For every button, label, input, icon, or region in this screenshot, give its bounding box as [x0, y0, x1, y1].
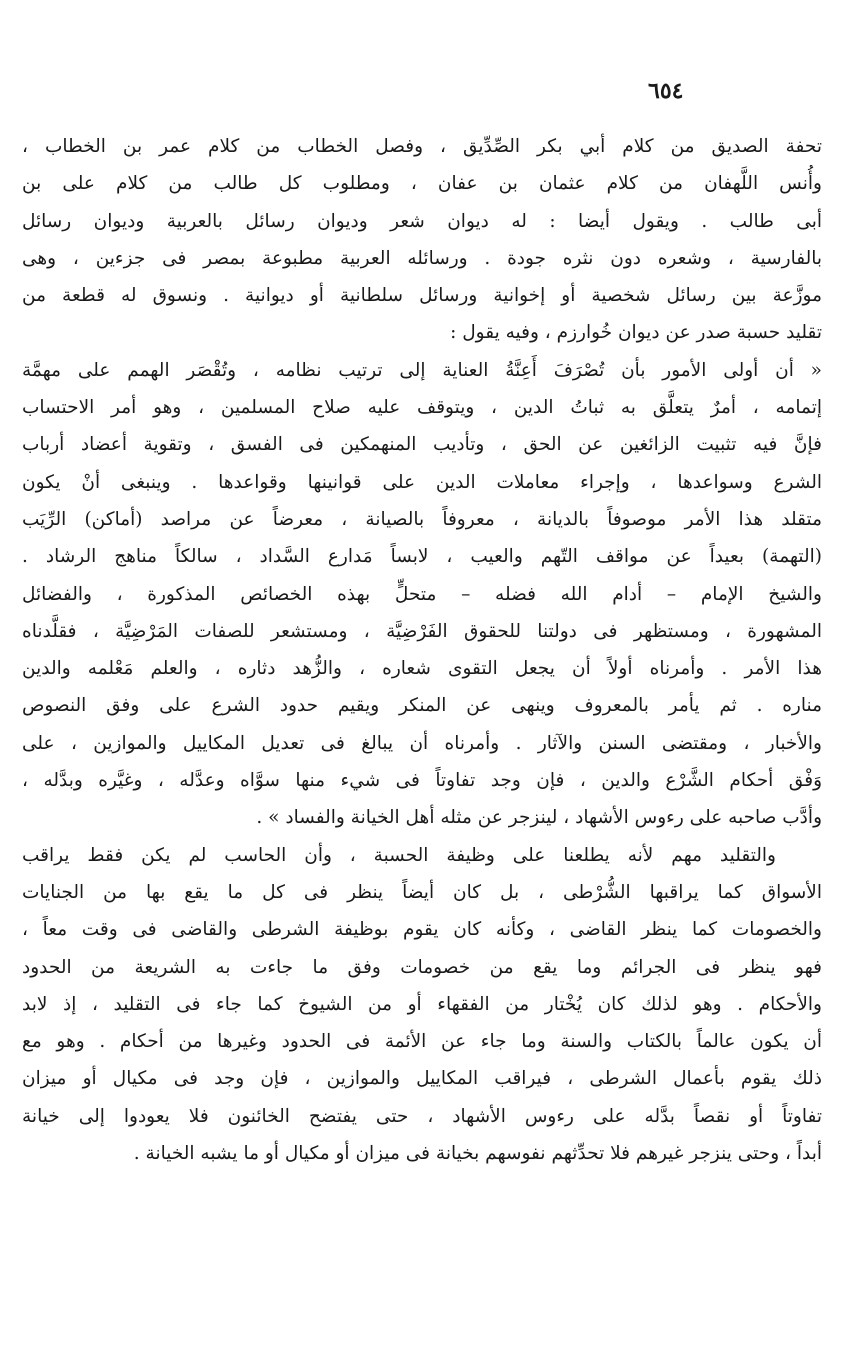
page-number: ٦٥٤	[648, 78, 684, 104]
quote-line: متقلد هذا الأمر موصوفاً بالديانة ، معروفاً بالصيانة ، معرضاً عن مراصد (أماكن) الرِّيَب	[22, 508, 822, 530]
text-line: أن يكون عالماً بالكتاب والسنة وما جاء عن الأئمة فى الحدود وغيرها من أحكام . وهو مع	[22, 1031, 822, 1053]
quote-line: مناره . ثم يأمر بالمعروف وينهى عن المنكر ويقيم حدود الشرع على وفق النصوص	[22, 695, 822, 717]
quote-line: والشيخ الإمام – أدام الله فضله – متحلٍّ بهذه الخصائص المذكورة ، والفضائل	[22, 583, 822, 605]
text-line: تقليد حسبة صدر عن ديوان خُوارزم ، وفيه يقول :	[450, 322, 822, 344]
text-line: ذلك يقوم بأعمال الشرطى ، فيراقب المكاييل والموازين ، فإن وجد فى مكيال أو ميزان	[22, 1068, 822, 1090]
quote-line: وأدَّب صاحبه على رءوس الأشهاد ، لينزجر عن مثله أهل الخيانة والفساد » .	[256, 807, 822, 829]
body-text	[22, 128, 822, 1172]
text-line: موزَّعة بين رسائل شخصية أو إخوانية ورسائل سلطانية أو ديوانية . ونسوق له قطعة من	[22, 285, 822, 307]
text-line: فهو ينظر فى الجرائم وما يقع من خصومات وفق ما جاءت به الشريعة من الحدود	[22, 956, 822, 978]
quote-line: إتمامه ، أمرٌ يتعلَّق به ثباتُ الدين ، ويتوقف عليه صلاح المسلمين ، وهو أمر الاحتساب	[22, 397, 822, 419]
text-line: والخصومات كما ينظر القاضى ، وكأنه كان يقوم بوظيفة الشرطى والقاضى فى وقت معاً ،	[22, 919, 822, 941]
text-line: وأُنس اللَّهفان من كلام عثمان بن عفان ، ومطلوب كل طالب من كلام على بن	[22, 173, 822, 195]
quote-line: « أن أولى الأمور بأن تُصْرَفَ أَعِنَّةُ العناية إلى ترتيب نظامه ، وتُقْصَر الهمم على مهمَّة	[22, 359, 822, 381]
quote-line: الشرع وسواعدها ، وإجراء معاملات الدين على قوانينها وقواعدها . وينبغى أنْ يكون	[22, 471, 822, 493]
quote-line: وَفْق أحكام الشَّرْع والدين ، فإن وجد تفاوتاً فى شيء منها سوَّاه وعدَّله ، وغيَّره وبدَّله ،	[22, 770, 822, 792]
text-line: أبى طالب . ويقول أيضا : له ديوان شعر وديوان رسائل بالعربية وديوان رسائل	[22, 210, 822, 232]
text-line: أبداً ، وحتى ينزجر غيرهم فلا تحدِّثهم نفوسهم بخيانة فى ميزان أو مكيال أو ما يشبه الخيانة .	[133, 1143, 822, 1165]
quote-line: (التهمة) بعيداً عن مواقف التّهم والعيب ، لابساً مَدارع السَّداد ، سالكاً مناهج الرشاد .	[22, 546, 822, 568]
text-line: تحفة الصديق من كلام أبي بكر الصِّدِّيق ، وفصل الخطاب من كلام عمر بن الخطاب ،	[22, 136, 822, 157]
text-line: بالفارسية ، وشعره دون نثره جودة . ورسائله العربية مطبوعة بمصر فى جزءين ، وهى	[22, 247, 822, 269]
quote-line: فإنَّ فيه تثبيت الزائغين عن الحق ، وتأديب المنهمكين فى الفسق ، وتقوية أعضاد أرباب	[22, 434, 822, 456]
quote-line: هذا الأمر . وأمرناه أولاً أن يجعل التقوى شعاره ، والزُّهد دثاره ، والعلم مَعْلمه والدين	[22, 658, 822, 680]
text-line: تفاوتاً أو نقصاً بدَّله على رءوس الأشهاد ، حتى يفتضح الخائنون فلا يعودوا إلى خيانة	[22, 1105, 822, 1127]
text-line: والأحكام . وهو لذلك كان يُخْتار من الفقهاء أو من الشيوخ كما جاء فى التقليد ، إذ لابد	[22, 993, 822, 1015]
quote-line: والأخبار ، ومقتضى السنن والآثار . وأمرناه أن يبالغ فى تعديل المكاييل والموازين ، على	[22, 732, 822, 754]
text-line: الأسواق كما يراقبها الشُّرْطى ، بل كان أيضاً ينظر فى كل ما يقع بها من الجنايات	[22, 881, 822, 903]
quote-line: المشهورة ، ومستظهر فى دولتنا للحقوق الفَرْضِيَّة ، ومستشعر للصفات المَرْضِيَّة ، فقلَّدناه	[22, 620, 822, 642]
paragraph-first-line: والتقليد مهم لأنه يطلعنا على وظيفة الحسبة ، وأن الحاسب لم يكن فقط يراقب	[22, 844, 776, 866]
